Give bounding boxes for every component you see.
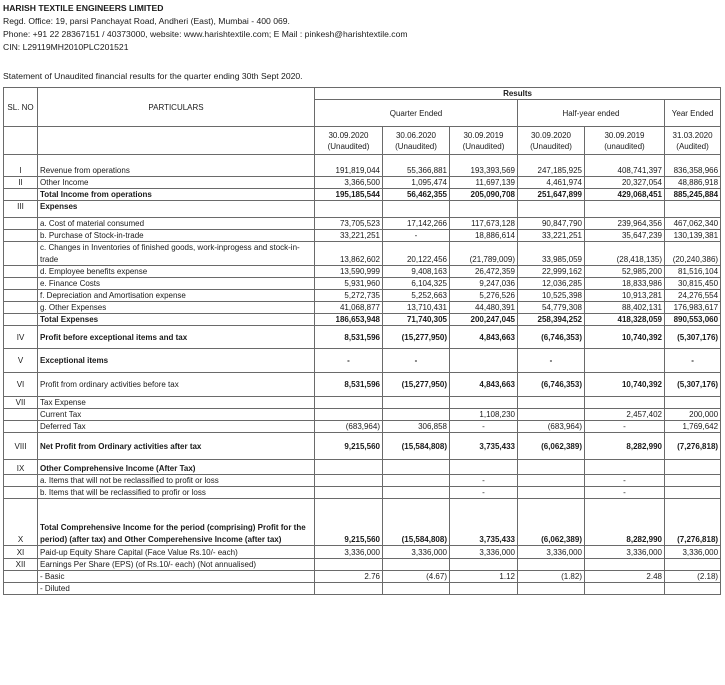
period-header	[383, 127, 450, 155]
row-value: 12,036,285	[518, 278, 585, 290]
row-value: (6,062,389)	[518, 499, 585, 546]
header-quarter-ended: Quarter Ended	[315, 100, 518, 127]
table-row	[4, 242, 721, 266]
row-value	[383, 475, 450, 487]
row-value: 17,142,266	[383, 218, 450, 230]
row-particular: a. Cost of material consumed	[38, 218, 315, 230]
row-sl-number: IV	[4, 326, 38, 349]
row-sl-number	[4, 475, 38, 487]
row-particular: Net Profit from Ordinary activities after tax	[38, 433, 315, 460]
row-value: 4,461,974	[518, 177, 585, 189]
row-sl-number	[4, 583, 38, 595]
row-value: 5,252,663	[383, 290, 450, 302]
row-sl-number: VII	[4, 397, 38, 409]
row-value	[585, 397, 665, 409]
cin-line: CIN: L29119MH2010PLC201521	[3, 42, 129, 52]
row-sl-number	[4, 266, 38, 278]
row-value: 13,590,999	[315, 266, 383, 278]
row-value: 56,462,355	[383, 189, 450, 201]
row-value	[518, 583, 585, 595]
row-particular: Current Tax	[38, 409, 315, 421]
row-value: 205,090,708	[450, 189, 518, 201]
row-sl-number	[4, 242, 38, 266]
row-value: -	[518, 349, 585, 373]
row-particular: Other Comprehensive Income (After Tax)	[38, 460, 315, 475]
row-value: (7,276,818)	[665, 433, 721, 460]
row-value	[665, 460, 721, 475]
row-value	[383, 487, 450, 499]
row-value: 5,931,960	[315, 278, 383, 290]
row-value: 33,221,251	[518, 230, 585, 242]
row-sl-number: XII	[4, 559, 38, 571]
row-sl-number: X	[4, 499, 38, 546]
table-row	[4, 421, 721, 433]
row-value: 24,276,554	[665, 290, 721, 302]
row-value	[450, 559, 518, 571]
row-value: 200,000	[665, 409, 721, 421]
table-row	[4, 475, 721, 487]
row-value: 5,276,526	[450, 290, 518, 302]
row-sl-number: II	[4, 177, 38, 189]
row-value: 3,735,433	[450, 433, 518, 460]
row-value: (6,746,353)	[518, 373, 585, 397]
row-value	[518, 409, 585, 421]
row-value: 30,815,450	[665, 278, 721, 290]
row-value: -	[585, 487, 665, 499]
row-value: (5,307,176)	[665, 373, 721, 397]
row-value: 193,393,569	[450, 155, 518, 177]
row-value	[665, 583, 721, 595]
table-row	[4, 278, 721, 290]
row-value	[665, 475, 721, 487]
row-sl-number: I	[4, 155, 38, 177]
row-value: -	[450, 475, 518, 487]
row-value: 20,327,054	[585, 177, 665, 189]
row-sl-number	[4, 571, 38, 583]
row-value: (4.67)	[383, 571, 450, 583]
row-value: 44,480,391	[450, 302, 518, 314]
table-row	[4, 487, 721, 499]
row-value: 429,068,451	[585, 189, 665, 201]
row-sl-number	[4, 314, 38, 326]
table-row	[4, 218, 721, 230]
row-value: 247,185,925	[518, 155, 585, 177]
row-value: 4,843,663	[450, 326, 518, 349]
table-row	[4, 559, 721, 571]
row-sl-number: XI	[4, 546, 38, 559]
row-value	[315, 397, 383, 409]
row-value: 33,221,251	[315, 230, 383, 242]
row-value: 408,741,397	[585, 155, 665, 177]
row-value: (21,789,009)	[450, 242, 518, 266]
row-sl-number	[4, 290, 38, 302]
row-value: 885,245,884	[665, 189, 721, 201]
header-year-ended: Year Ended	[665, 100, 721, 127]
row-value: 890,553,060	[665, 314, 721, 326]
row-value: 306,858	[383, 421, 450, 433]
row-sl-number: VI	[4, 373, 38, 397]
row-value: 8,531,596	[315, 326, 383, 349]
row-value: (2.18)	[665, 571, 721, 583]
row-value	[450, 349, 518, 373]
row-value: 13,710,431	[383, 302, 450, 314]
row-value: 22,999,162	[518, 266, 585, 278]
table-row	[4, 189, 721, 201]
table-row	[4, 302, 721, 314]
row-sl-number	[4, 409, 38, 421]
row-value: 2.48	[585, 571, 665, 583]
row-value: -	[315, 349, 383, 373]
row-value	[450, 397, 518, 409]
row-value	[665, 201, 721, 218]
table-row	[4, 373, 721, 397]
row-value: 3,336,000	[315, 546, 383, 559]
row-particular: f. Depreciation and Amortisation expense	[38, 290, 315, 302]
row-value: 73,705,523	[315, 218, 383, 230]
period-date: 30.09.2019	[463, 130, 504, 140]
row-value	[450, 460, 518, 475]
row-value	[518, 201, 585, 218]
row-particular: c. Changes in Inventories of finished goods, work-inprogess and stock-in-trade	[38, 242, 315, 266]
row-value: 18,833,986	[585, 278, 665, 290]
row-value: 9,215,560	[315, 499, 383, 546]
row-value	[518, 487, 585, 499]
table-row	[4, 155, 721, 177]
row-value: 26,472,359	[450, 266, 518, 278]
row-value	[315, 409, 383, 421]
header-results: Results	[315, 88, 721, 100]
row-value: (683,964)	[315, 421, 383, 433]
row-value: 9,408,163	[383, 266, 450, 278]
row-value	[315, 201, 383, 218]
row-particular: Profit before exceptional items and tax	[38, 326, 315, 349]
period-status: (Unaudited)	[530, 141, 572, 151]
row-value	[383, 409, 450, 421]
row-sl-number: III	[4, 201, 38, 218]
table-row	[4, 499, 721, 546]
row-value: 1,769,642	[665, 421, 721, 433]
row-value: 10,913,281	[585, 290, 665, 302]
row-value	[665, 559, 721, 571]
row-value: -	[585, 475, 665, 487]
row-value: (15,277,950)	[383, 373, 450, 397]
row-value	[383, 460, 450, 475]
row-value: 251,647,899	[518, 189, 585, 201]
row-value: (683,964)	[518, 421, 585, 433]
row-sl-number: VIII	[4, 433, 38, 460]
table-row	[4, 290, 721, 302]
row-value	[585, 559, 665, 571]
header-slno: SL. NO	[4, 88, 38, 127]
row-value: 3,366,500	[315, 177, 383, 189]
row-value: 41,068,877	[315, 302, 383, 314]
contact-line: Phone: +91 22 28367151 / 40373000, website: www.harishtextile.com; E Mail : pinkesh@harishtextile.com	[3, 29, 408, 39]
table-row	[4, 266, 721, 278]
row-value	[518, 475, 585, 487]
row-value: 8,531,596	[315, 373, 383, 397]
period-date: 30.09.2019	[604, 130, 645, 140]
row-particular: a. Items that will not be reclassified to profit or loss	[38, 475, 315, 487]
row-particular: Revenue from operations	[38, 155, 315, 177]
row-sl-number: V	[4, 349, 38, 373]
row-value	[585, 201, 665, 218]
table-row	[4, 571, 721, 583]
row-value	[315, 559, 383, 571]
row-value: 3,336,000	[383, 546, 450, 559]
header-half-year-ended: Half-year ended	[518, 100, 665, 127]
row-value	[585, 583, 665, 595]
row-value	[518, 397, 585, 409]
row-value	[585, 460, 665, 475]
row-value: (7,276,818)	[665, 499, 721, 546]
table-body	[4, 155, 721, 595]
row-value: 13,862,602	[315, 242, 383, 266]
row-value: 836,358,966	[665, 155, 721, 177]
period-header	[585, 127, 665, 155]
row-value: 11,697,139	[450, 177, 518, 189]
row-particular: - Diluted	[38, 583, 315, 595]
row-value: 81,516,104	[665, 266, 721, 278]
row-value: 2,457,402	[585, 409, 665, 421]
row-value: 90,847,790	[518, 218, 585, 230]
row-value: -	[450, 487, 518, 499]
registered-office: Regd. Office: 19, parsi Panchayat Road, Andheri (East), Mumbai - 400 069.	[3, 16, 290, 26]
row-value: 258,394,252	[518, 314, 585, 326]
period-status: (Unaudited)	[462, 141, 505, 151]
row-value: 239,964,356	[585, 218, 665, 230]
row-value: 4,843,663	[450, 373, 518, 397]
row-particular: Earnings Per Share (EPS) (of Rs.10/- each) (Not annualised)	[38, 559, 315, 571]
row-particular: Profit from ordinary activities before tax	[38, 373, 315, 397]
row-particular: g. Other Expenses	[38, 302, 315, 314]
table-row	[4, 546, 721, 559]
row-value	[518, 559, 585, 571]
row-value: 8,282,990	[585, 433, 665, 460]
row-value: 33,985,059	[518, 242, 585, 266]
table-row	[4, 433, 721, 460]
row-value: 9,247,036	[450, 278, 518, 290]
row-value	[450, 201, 518, 218]
period-slno-blank	[4, 127, 38, 155]
financial-results-table	[3, 87, 721, 595]
row-value: 130,139,381	[665, 230, 721, 242]
period-particulars-blank	[38, 127, 315, 155]
row-value: 9,215,560	[315, 433, 383, 460]
header-particulars: PARTICULARS	[38, 88, 315, 127]
period-header	[450, 127, 518, 155]
row-value: -	[450, 421, 518, 433]
row-value	[585, 349, 665, 373]
row-value: 3,735,433	[450, 499, 518, 546]
row-value: 71,740,305	[383, 314, 450, 326]
period-status: (Unaudited)	[327, 141, 370, 151]
row-value	[383, 559, 450, 571]
period-header	[315, 127, 383, 155]
row-value: 52,985,200	[585, 266, 665, 278]
row-sl-number	[4, 218, 38, 230]
row-particular: Other Income	[38, 177, 315, 189]
row-value	[383, 201, 450, 218]
row-value	[315, 487, 383, 499]
row-value: 186,653,948	[315, 314, 383, 326]
company-name: HARISH TEXTILE ENGINEERS LIMITED	[3, 3, 164, 13]
row-sl-number	[4, 189, 38, 201]
row-value: 1,095,474	[383, 177, 450, 189]
row-value	[665, 487, 721, 499]
row-particular: Paid-up Equity Share Capital (Face Value Rs.10/- each)	[38, 546, 315, 559]
row-particular: b. Purchase of Stock-in-trade	[38, 230, 315, 242]
period-header	[518, 127, 585, 155]
row-value	[665, 397, 721, 409]
row-value: -	[383, 349, 450, 373]
row-particular: Expenses	[38, 201, 315, 218]
row-particular: Total Comprehensive Income for the period (comprising) Profit for the period) (after tax) and Other Comperehensive Income (after tax)	[38, 499, 315, 546]
row-value: 8,282,990	[585, 499, 665, 546]
row-sl-number	[4, 487, 38, 499]
row-value: (6,746,353)	[518, 326, 585, 349]
row-sl-number	[4, 421, 38, 433]
period-date: 30.06.2020	[395, 130, 437, 140]
row-value: 3,336,000	[585, 546, 665, 559]
period-header	[665, 127, 721, 155]
row-sl-number	[4, 302, 38, 314]
row-value: (15,584,808)	[383, 499, 450, 546]
row-value: 467,062,340	[665, 218, 721, 230]
row-particular: Exceptional items	[38, 349, 315, 373]
row-value	[518, 460, 585, 475]
row-value: 195,185,544	[315, 189, 383, 201]
row-value: (5,307,176)	[665, 326, 721, 349]
row-particular: Total Expenses	[38, 314, 315, 326]
row-value: (15,584,808)	[383, 433, 450, 460]
period-status: (Unaudited)	[395, 141, 437, 151]
row-particular: - Basic	[38, 571, 315, 583]
row-value: 10,740,392	[585, 326, 665, 349]
row-sl-number: IX	[4, 460, 38, 475]
row-value: 191,819,044	[315, 155, 383, 177]
table-row	[4, 201, 721, 218]
row-value	[383, 583, 450, 595]
table-row	[4, 583, 721, 595]
row-value: 6,104,325	[383, 278, 450, 290]
row-value: 88,402,131	[585, 302, 665, 314]
row-value: 10,740,392	[585, 373, 665, 397]
row-value: -	[383, 230, 450, 242]
row-value: -	[585, 421, 665, 433]
row-particular: b. Items that will be reclassified to profir or loss	[38, 487, 315, 499]
row-value: (6,062,389)	[518, 433, 585, 460]
row-particular: Deferred Tax	[38, 421, 315, 433]
row-value: 3,336,000	[450, 546, 518, 559]
table-row	[4, 326, 721, 349]
row-value: 55,366,881	[383, 155, 450, 177]
row-value: 176,983,617	[665, 302, 721, 314]
row-value: 1,108,230	[450, 409, 518, 421]
table-row	[4, 409, 721, 421]
row-value	[315, 475, 383, 487]
row-value: 117,673,128	[450, 218, 518, 230]
table-row	[4, 230, 721, 242]
row-particular: e. Finance Costs	[38, 278, 315, 290]
row-sl-number	[4, 230, 38, 242]
row-particular: d. Employee benefits expense	[38, 266, 315, 278]
row-value: 418,328,059	[585, 314, 665, 326]
row-value	[450, 583, 518, 595]
table-row	[4, 397, 721, 409]
row-particular: Tax Expense	[38, 397, 315, 409]
period-date: 31.03.2020	[672, 130, 713, 140]
company-header	[3, 2, 723, 54]
row-value: 10,525,398	[518, 290, 585, 302]
row-sl-number	[4, 278, 38, 290]
row-value: -	[665, 349, 721, 373]
period-status: (Audited)	[676, 141, 709, 151]
row-value: 48,886,918	[665, 177, 721, 189]
row-particular: Total Income from operations	[38, 189, 315, 201]
row-value: 20,122,456	[383, 242, 450, 266]
period-date: 30.09.2020	[328, 130, 369, 140]
row-value: (28,418,135)	[585, 242, 665, 266]
period-date: 30.09.2020	[530, 130, 572, 140]
table-row	[4, 349, 721, 373]
row-value: (15,277,950)	[383, 326, 450, 349]
row-value: 2.76	[315, 571, 383, 583]
row-value	[315, 583, 383, 595]
row-value: (20,240,386)	[665, 242, 721, 266]
row-value	[315, 460, 383, 475]
table-row	[4, 460, 721, 475]
row-value: 3,336,000	[665, 546, 721, 559]
row-value: 3,336,000	[518, 546, 585, 559]
statement-title: Statement of Unaudited financial results for the quarter ending 30th Sept 2020.	[3, 71, 303, 81]
row-value: 5,272,735	[315, 290, 383, 302]
table-row	[4, 177, 721, 189]
row-value	[383, 397, 450, 409]
row-value: 18,886,614	[450, 230, 518, 242]
row-value: 1.12	[450, 571, 518, 583]
period-status: (unaudited)	[604, 141, 645, 151]
table-row	[4, 314, 721, 326]
row-value: (1.82)	[518, 571, 585, 583]
row-value: 200,247,045	[450, 314, 518, 326]
row-value: 54,779,308	[518, 302, 585, 314]
row-value: 35,647,239	[585, 230, 665, 242]
